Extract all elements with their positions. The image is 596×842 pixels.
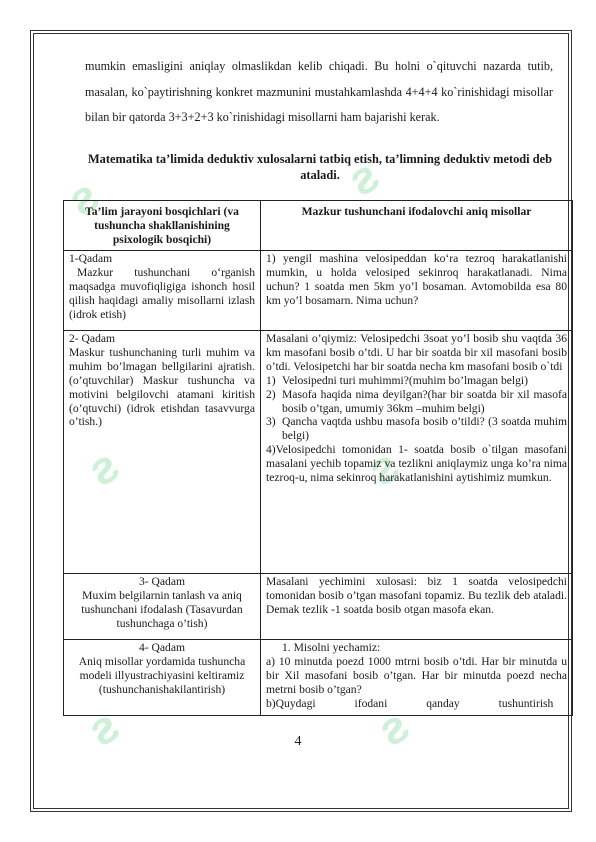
list-item-text: Masofa haqida nima deyilgan?(har bir soatda bir xil masofa bosib o’tgan, umumiy 36km –muhim belgi) (282, 387, 567, 415)
list-item-text: Qancha vaqtda ushbu masofa bosib o’tildi? (3 soatda muhim belgi) (282, 415, 567, 443)
body-paragraph: mumkin emasligini aniqlay olmaslikdan kelib chiqadi. Bu holni o`qituvchi nazarda tutib, masalan, ko`paytirishning konkret mazmunini mustahkamlashda 4+4+4 ko`rinishidagi misollar bilan bir qatorda 3+3+2+3 ko`rinishidagi misollarni ham bajarishi kerak. (85, 59, 553, 124)
list-item-number: 1) (266, 373, 276, 387)
table-header-row (64, 201, 573, 251)
row4-right-line1: 1. Misolni yechamiz: (282, 641, 381, 654)
watermark-mark: ƨ (337, 147, 391, 207)
table-row (64, 251, 573, 331)
row1-right (261, 251, 573, 331)
row1-left-title: 1-Qadam (69, 252, 113, 265)
row2-right-intro: Masalani o’qiymiz: Velosipedchi 3soat yo’l bosib shu vaqtda 36 km masofani bosib o’tdi. U har bir soatda bir xil masofani bosib o’tdi. Velosipetchi har bir soatda necha km masofani bosib o`tdi (266, 332, 567, 373)
row4-left (64, 640, 261, 716)
watermark-mark: ƨ (77, 697, 131, 757)
row3-right (261, 574, 573, 640)
steps-table (63, 200, 573, 716)
row3-left-text: Muxim belgilarnin tanlash va aniq tushunchani ifodalash (Tasavurdan tushunchaga o’tish) (81, 588, 243, 630)
list-item (266, 388, 567, 416)
row1-left-text: Mazkur tushunchani o‘rganish maqsadga muvofiqligiga ishonch hosil qilish haqidagi amaliy misollarni izlash (idrok etish) (69, 265, 255, 321)
watermark-mark: ƨ (57, 167, 111, 227)
page-number: 4 (294, 734, 302, 749)
section-heading: Matematika ta’limida deduktiv xulosalarni tatbiq etish, ta’limning deduktiv metodi deb ataladi. (87, 152, 552, 182)
row2-left (64, 331, 261, 574)
list-item (266, 374, 567, 388)
row4-left-text: Aniq misollar yordamida tushuncha modeli illyustrachiyasini keltiramiz (tushunchanishakilantirish) (78, 654, 246, 696)
row2-right-outro: 4)Velosipedchi tomonidan 1- soatda bosib o`tilgan masofani masalani yechib topamiz va tezlikni aniqlaymiz unga ko’ra nima tezroq-u, nima sekinroq harakatlanishini aytishimiz mumkun. (266, 443, 567, 485)
table-row (64, 574, 573, 640)
list-item-text: Velosipedni turi muhimmi?(muhim bo’lmagan belgi) (282, 373, 529, 387)
row4-right-last: b)Quydagi ifodani qanday tushuntirish (266, 696, 554, 710)
list-item (266, 415, 567, 443)
row2-left-text: Maskur tushunchaning turli muhim va muhim bo’lmagan bellgilarini ajratish. (o’qtuvchilar) Maskur tushuncha va motivini belgilovchi atamani kiritish (o’qtuvchi) (idrok etishdan tasavvurga o’tish.) (69, 345, 255, 429)
list-item-number: 3) (266, 415, 276, 429)
watermark-mark: ƨ (77, 437, 131, 497)
header-col2: Mazkur tushunchani ifodalovchi aniq misollar (261, 201, 573, 251)
table-row (64, 640, 573, 716)
list-item-number: 2) (266, 387, 276, 401)
header-col1: Ta’lim jarayoni bosqichlari (va tushuncha shakllanishining psixologik bosqichi) (64, 201, 261, 251)
row2-left-title: 2- Qadam (69, 332, 116, 345)
row3-left (64, 574, 261, 640)
watermark-mark: ƨ (357, 437, 411, 497)
row4-left-title: 4- Qadam (138, 641, 186, 654)
row4-right-text: a) 10 minutda poezd 1000 mtrni bosib o’tdi. Har bir minutda u bir Xil masofani bosib o’tgan. Har bir minutda poezd necha metrni bosib o’tgan? (266, 654, 567, 696)
row1-right-text: 1) yengil mashina velosipeddan ko‘ra tezroq harakatlanishi mumkin, u holda velosiped sekinroq harakatlanadi. Nima uchun? 1 soatda men 5km yo’l bosaman. Avtomobilda esa 80 km yo’l bosamarn. Nima uchun? (266, 252, 567, 307)
watermark-mark: ƨ (367, 697, 421, 757)
row3-left-title: 3- Qadam (138, 575, 186, 588)
row3-right-text: Masalani yechimini xulosasi: biz 1 soatda velosipedchi tomonidan bosib o’tgan masofani topamiz. Bu tezlik deb ataladi. Demak tezlik -1 soatda bosib otgan masofa ekan. (266, 575, 567, 616)
row1-left (64, 251, 261, 331)
row2-right (261, 331, 573, 574)
table-row (64, 331, 573, 574)
row4-right (261, 640, 573, 716)
